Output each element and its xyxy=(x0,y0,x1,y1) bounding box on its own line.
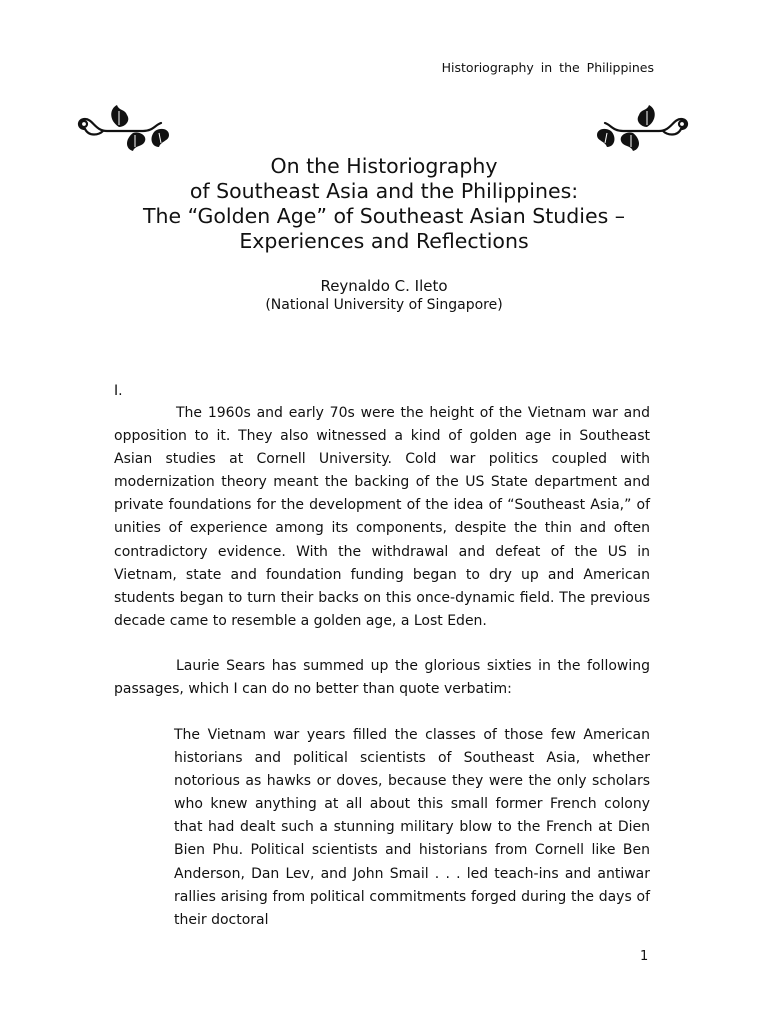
paper-title xyxy=(0,154,768,254)
title-line-1: On the Historiography xyxy=(270,154,498,178)
leaf-scroll-ornament-icon xyxy=(593,101,693,153)
author-affiliation: (National University of Singapore) xyxy=(265,297,503,313)
body-paragraph: The 1960s and early 70s were the height of the Vietnam war and opposition to it. They also witnessed a kind of golden age in Southeast Asian studies at Cornell University. Cold war politics coupled with modernization theory meant the backing of the US State department and private foundations for the development of the idea of “Southeast Asia,” of unities of experience among its components, despite the thin and often contradictory evidence. With the withdrawal and defeat of the US in Vietnam, state and foundation funding began to dry up and American students began to turn their backs on this once-dynamic field. The previous decade came to resemble a golden age, a Lost Eden. xyxy=(114,405,650,629)
section-number: I. xyxy=(114,383,123,399)
leaf-scroll-ornament-icon xyxy=(73,101,173,153)
title-line-2: of Southeast Asia and the Philippines: xyxy=(189,179,579,203)
page-number: 1 xyxy=(640,949,649,964)
title-line-4: Experiences and Reflections xyxy=(239,229,529,253)
author-name: Reynaldo C. Ileto xyxy=(320,277,448,295)
body-paragraph: Laurie Sears has summed up the glorious sixties in the following passages, which I can do no better than quote verbatim: xyxy=(114,658,650,698)
block-quote: The Vietnam war years filled the classes of those few American historians and political scientists of Southeast Asia, whether notorious as hawks or doves, because they were the only scholars who knew anything at all about this small former French colony that had dealt such a stunning military blow to the French at Dien Bien Phu. Political scientists and historians from Cornell like Ben Anderson, Dan Lev, and John Smail . . . led teach-ins and antiwar rallies arising from political commitments forged during the days of their doctoral xyxy=(174,727,650,928)
running-head: Historiography in the Philippines xyxy=(441,60,654,75)
title-line-3: The “Golden Age” of Southeast Asian Studies – xyxy=(142,204,626,228)
